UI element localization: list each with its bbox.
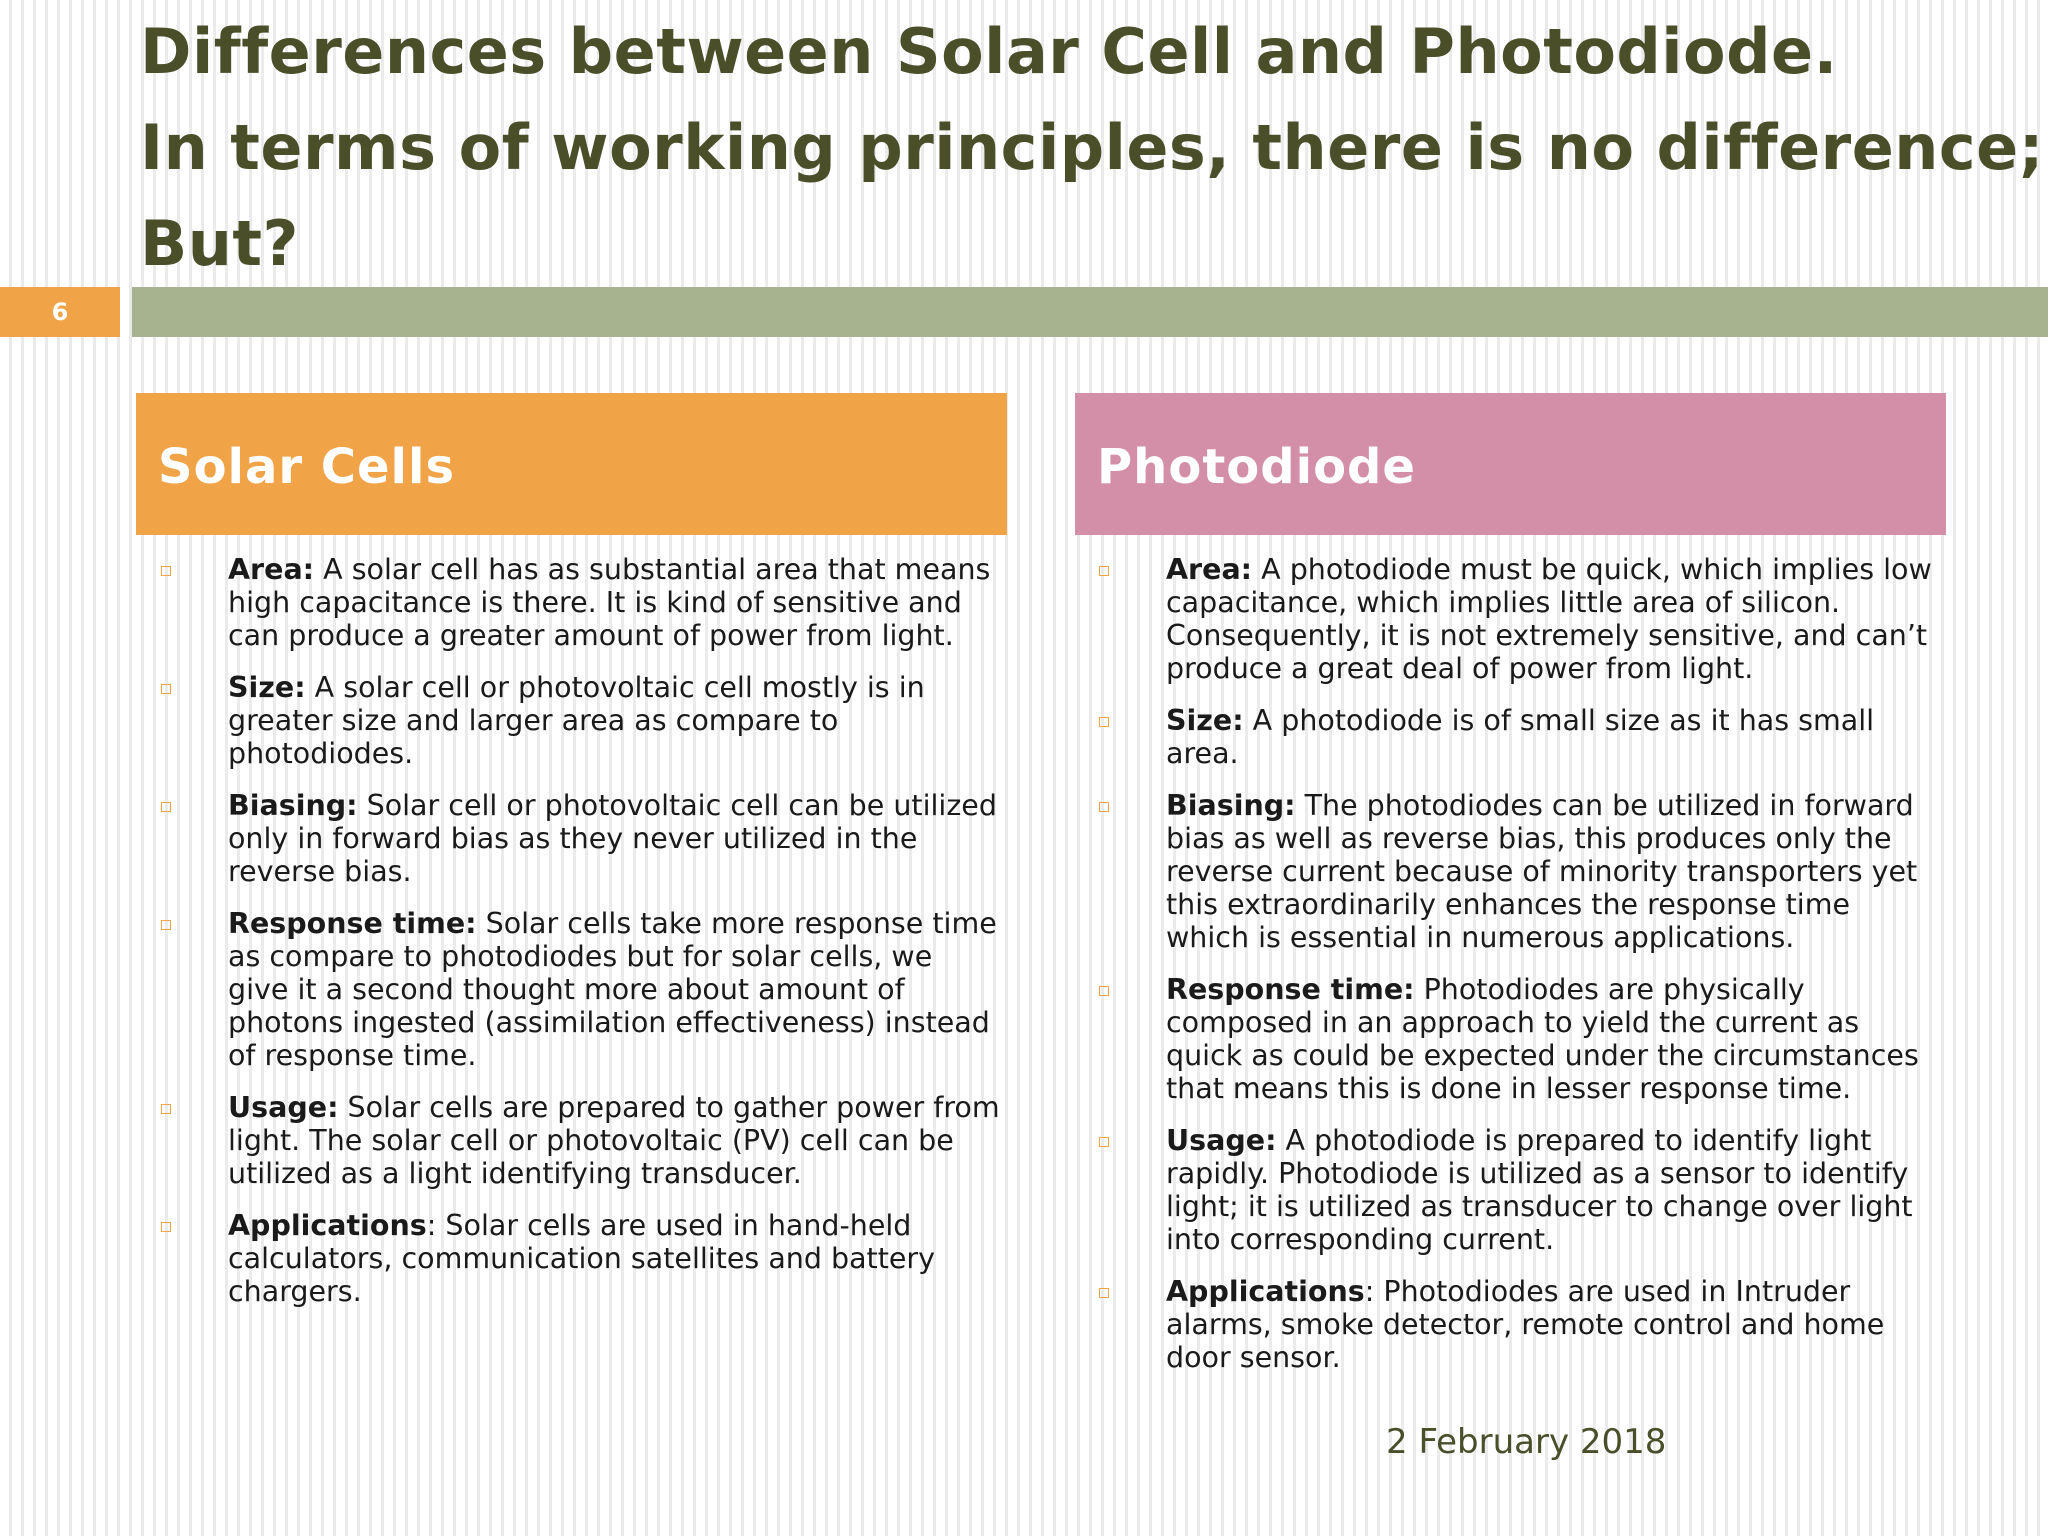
square-bullet-icon <box>1099 566 1109 576</box>
item-text: A photodiode is prepared to identify light rapidly. Photodiode is utilized as a sensor to identify light; it is utilized as transducer to change over light into corresponding current. <box>1166 1124 1913 1256</box>
list-item <box>158 789 1000 888</box>
item-text: Solar cells are prepared to gather power from light. The solar cell or photovoltaic (PV) cell can be utilized as a light identifying transducer. <box>228 1091 1000 1190</box>
item-term: Response time: <box>228 907 477 940</box>
item-term: Area: <box>1166 553 1253 586</box>
list-item <box>1096 973 1940 1105</box>
item-term: Biasing: <box>1166 789 1296 822</box>
square-bullet-icon <box>1099 717 1109 727</box>
square-bullet-icon <box>161 1104 171 1114</box>
square-bullet-icon <box>161 802 171 812</box>
square-bullet-icon <box>161 684 171 694</box>
item-term: Response time: <box>1166 973 1415 1006</box>
list-item <box>1096 1124 1940 1256</box>
slide-title <box>140 4 2044 292</box>
item-term: Biasing: <box>228 789 358 822</box>
square-bullet-icon <box>1099 986 1109 996</box>
item-term: Area: <box>228 553 315 586</box>
list-item <box>1096 553 1940 685</box>
item-text: : Photodiodes are used in Intruder alarms, smoke detector, remote control and home door sensor. <box>1166 1275 1885 1374</box>
list-item <box>1096 1275 1940 1374</box>
list-item <box>158 671 1000 770</box>
square-bullet-icon <box>1099 802 1109 812</box>
item-term: Usage: <box>1166 1124 1277 1157</box>
item-term: Applications <box>1166 1275 1365 1308</box>
square-bullet-icon <box>161 920 171 930</box>
solar-cells-header: Solar Cells <box>136 393 1007 535</box>
list-item <box>158 1091 1000 1190</box>
title-line-2: In terms of working principles, there is no difference; <box>140 111 2044 184</box>
item-text: The photodiodes can be utilized in forward bias as well as reverse bias, this produces only the reverse current because of minority transporters yet this extraordinarily enhances the response time which is essential in numerous applications. <box>1166 789 1918 954</box>
item-term: Usage: <box>228 1091 339 1124</box>
square-bullet-icon <box>1099 1288 1109 1298</box>
square-bullet-icon <box>1099 1137 1109 1147</box>
footer-date: 2 February 2018 <box>1386 1422 1667 1462</box>
photodiode-header: Photodiode <box>1075 393 1946 535</box>
item-text: A solar cell or photovoltaic cell mostly is in greater size and larger area as compare to photodiodes. <box>228 671 925 770</box>
item-term: Applications <box>228 1209 427 1242</box>
list-item <box>1096 704 1940 770</box>
solar-cells-list <box>158 553 1000 1327</box>
list-item <box>1096 789 1940 954</box>
item-text: A photodiode is of small size as it has small area. <box>1166 704 1875 770</box>
title-divider-bar <box>132 287 2048 337</box>
item-text: A photodiode must be quick, which implies low capacitance, which implies little area of silicon. Consequently, it is not extremely sensitive, and can’t produce a great deal of power from light. <box>1166 553 1932 685</box>
item-text: A solar cell has as substantial area that means high capacitance is there. It is kind of sensitive and can produce a greater amount of power from light. <box>228 553 991 652</box>
item-term: Size: <box>228 671 306 704</box>
list-item <box>158 907 1000 1072</box>
list-item <box>158 553 1000 652</box>
list-item <box>158 1209 1000 1308</box>
title-line-1: Differences between Solar Cell and Photodiode. <box>140 15 1838 88</box>
title-line-3: But? <box>140 207 299 280</box>
item-text: : Solar cells are used in hand-held calculators, communication satellites and battery chargers. <box>228 1209 936 1308</box>
item-term: Size: <box>1166 704 1244 737</box>
item-text: Solar cell or photovoltaic cell can be utilized only in forward bias as they never utilized in the reverse bias. <box>228 789 997 888</box>
item-text: Photodiodes are physically composed in an approach to yield the current as quick as could be expected under the circumstances that means this is done in lesser response time. <box>1166 973 1919 1105</box>
square-bullet-icon <box>161 1222 171 1232</box>
slide-number: 6 <box>0 287 120 337</box>
square-bullet-icon <box>161 566 171 576</box>
item-text: Solar cells take more response time as compare to photodiodes but for solar cells, we give it a second thought more about amount of photons ingested (assimilation effectiveness) instead of response time. <box>228 907 997 1072</box>
photodiode-list <box>1096 553 1940 1393</box>
